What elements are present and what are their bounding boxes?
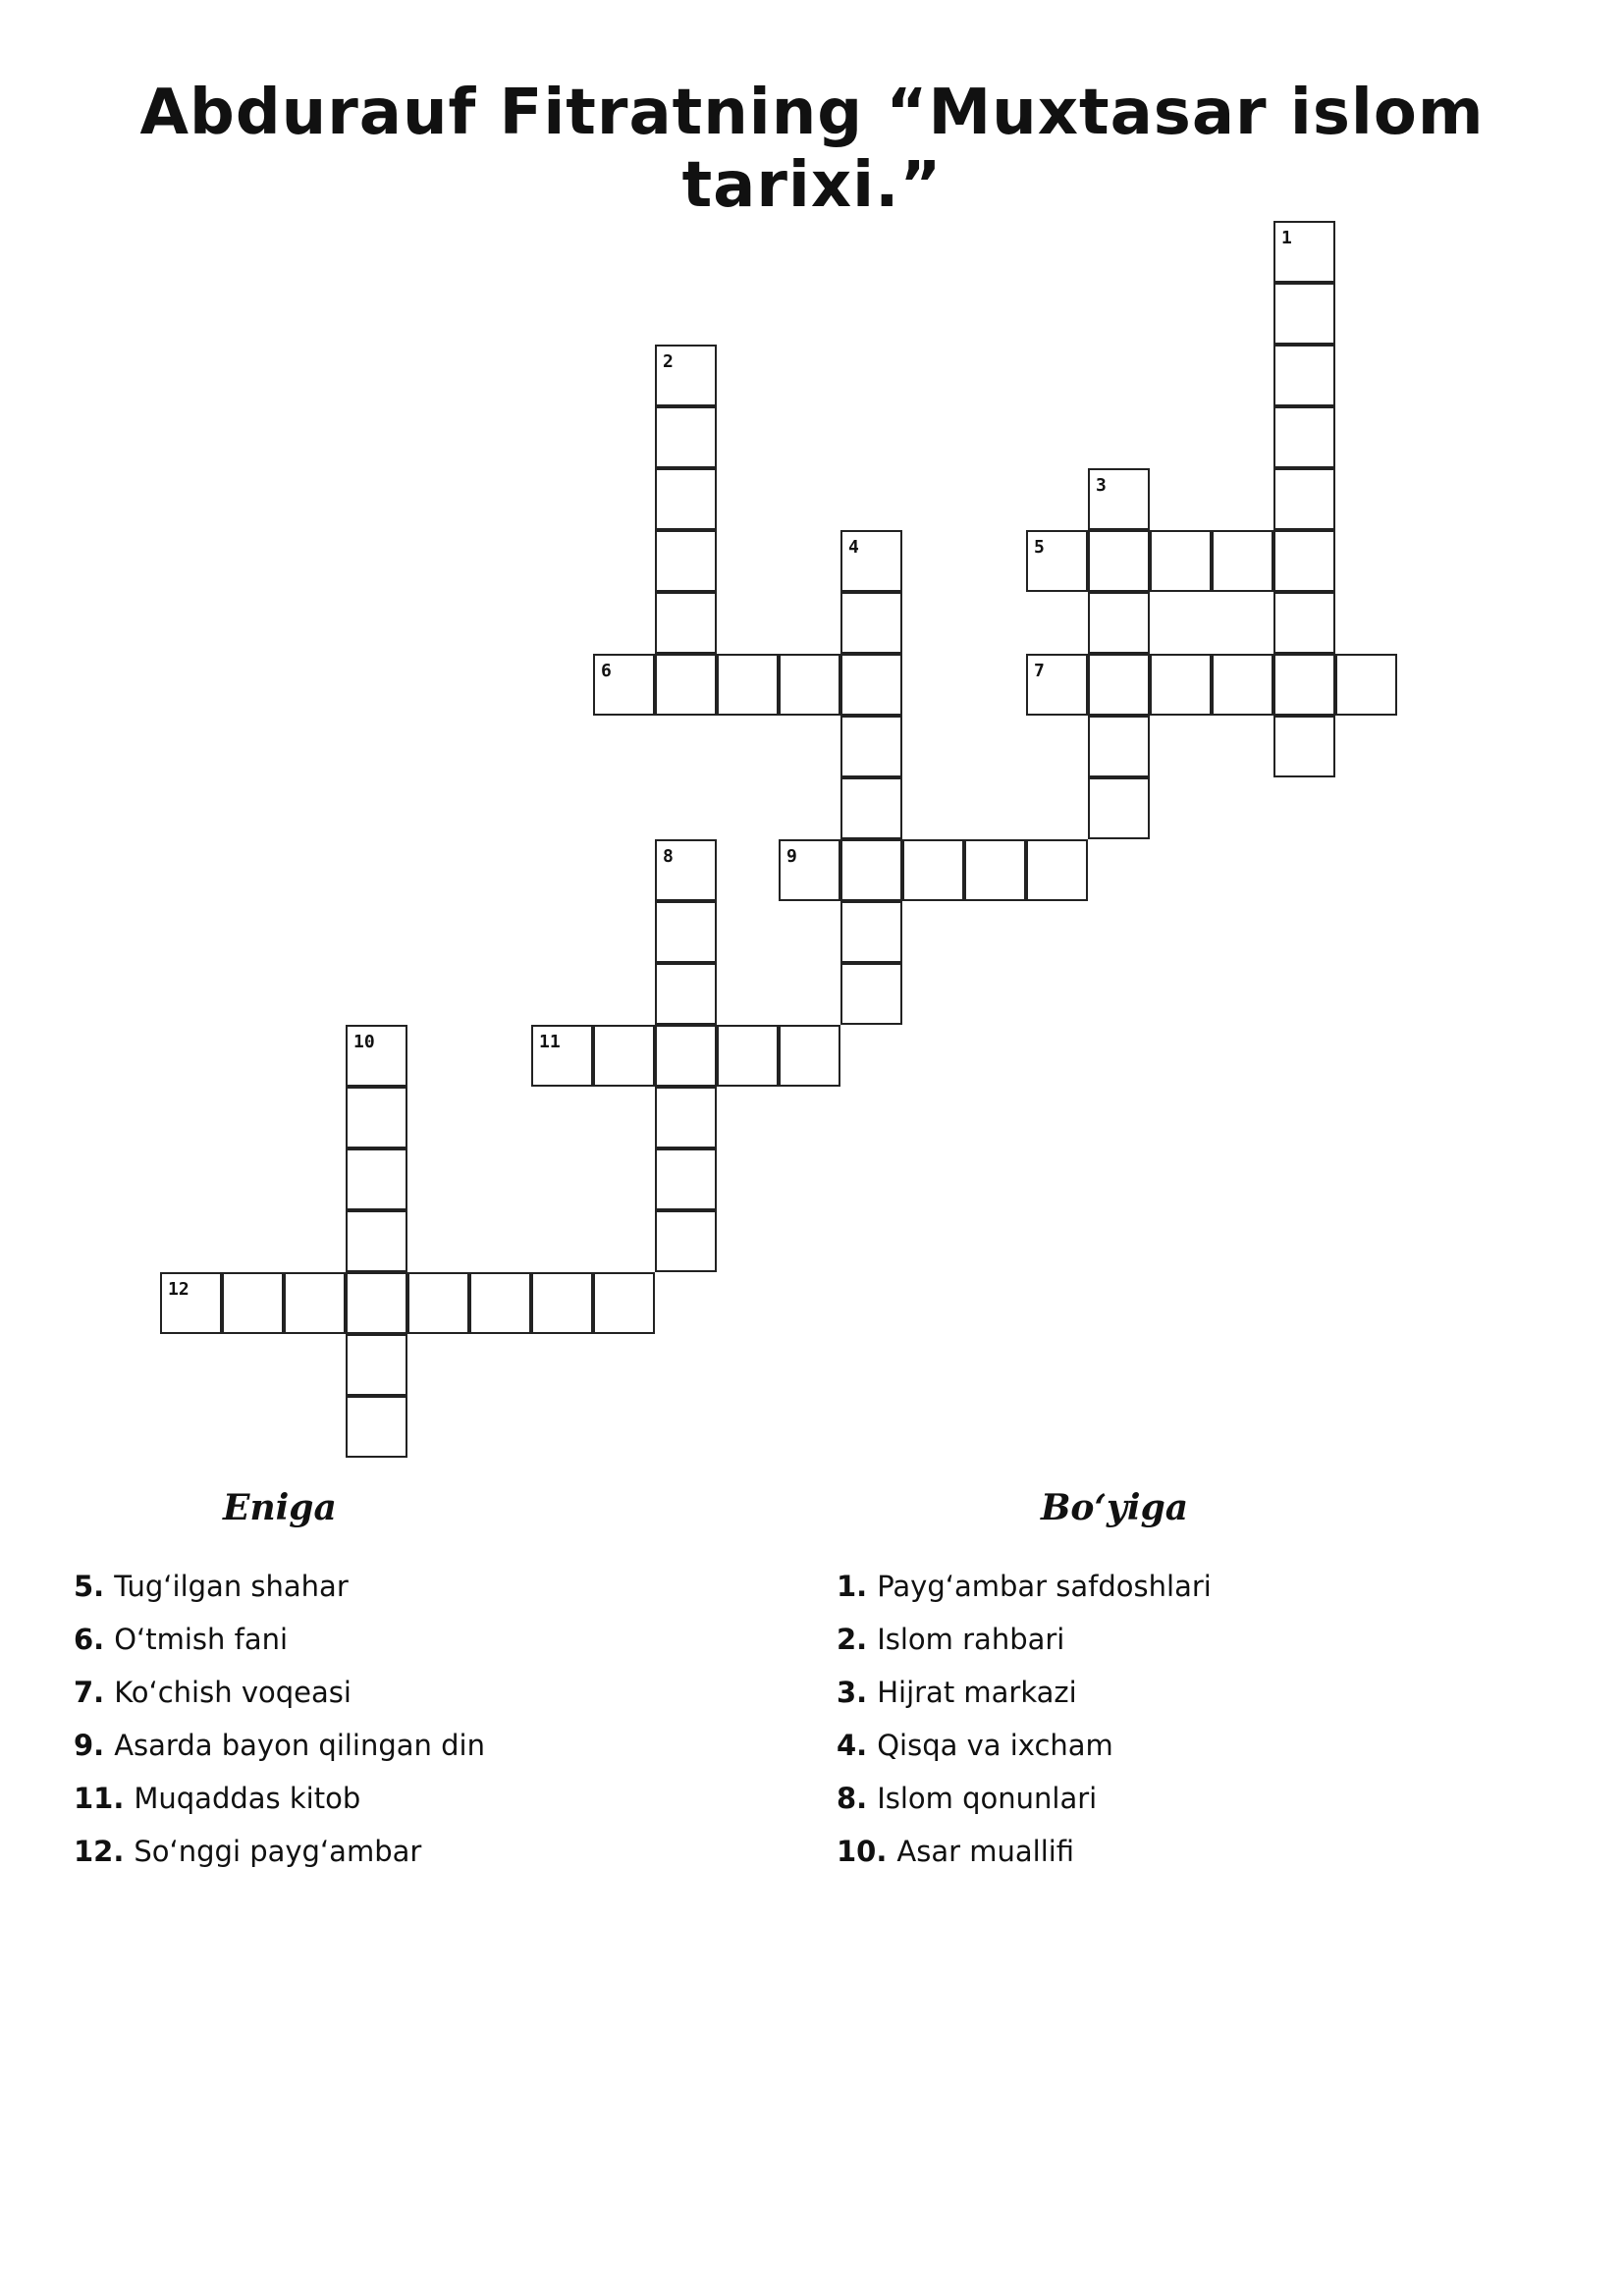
crossword-cell[interactable] bbox=[902, 839, 964, 901]
crossword-cell[interactable] bbox=[1212, 654, 1273, 716]
crossword-cell[interactable] bbox=[160, 1272, 222, 1334]
clue-text: Ko‘chish voqeasi bbox=[114, 1676, 352, 1709]
clue-text: So‘nggi payg‘ambar bbox=[134, 1835, 422, 1868]
crossword-cell[interactable] bbox=[840, 901, 902, 963]
cell-number: 9 bbox=[786, 846, 797, 867]
clue-text: Qisqa va ixcham bbox=[877, 1729, 1113, 1762]
crossword-cell[interactable] bbox=[1273, 345, 1335, 406]
clue-number: 12. bbox=[74, 1835, 125, 1868]
crossword-cell[interactable] bbox=[1273, 468, 1335, 530]
clue-number: 11. bbox=[74, 1782, 125, 1815]
down-heading: Bo‘yiga bbox=[1041, 1487, 1189, 1528]
crossword-cell[interactable] bbox=[655, 1210, 717, 1272]
clue-number: 8. bbox=[837, 1782, 868, 1815]
crossword-cell[interactable] bbox=[1026, 530, 1088, 592]
crossword-cell[interactable] bbox=[840, 777, 902, 839]
clue-text: Asarda bayon qilingan din bbox=[114, 1729, 485, 1762]
crossword-cell[interactable] bbox=[1088, 530, 1150, 592]
cell-number: 10 bbox=[353, 1032, 375, 1052]
crossword-cell[interactable] bbox=[1273, 283, 1335, 345]
crossword-cell[interactable] bbox=[655, 530, 717, 592]
cell-number: 4 bbox=[848, 537, 859, 558]
crossword-cell[interactable] bbox=[531, 1025, 593, 1087]
crossword-cell[interactable] bbox=[655, 1025, 717, 1087]
crossword-cell[interactable] bbox=[346, 1148, 407, 1210]
crossword-cell[interactable] bbox=[840, 963, 902, 1025]
crossword-cell[interactable] bbox=[1150, 654, 1212, 716]
crossword-cell[interactable] bbox=[840, 592, 902, 654]
clue-number: 7. bbox=[74, 1676, 105, 1709]
crossword-cell[interactable] bbox=[1273, 406, 1335, 468]
crossword-cell[interactable] bbox=[346, 1210, 407, 1272]
crossword-cell[interactable] bbox=[655, 963, 717, 1025]
crossword-cell[interactable] bbox=[593, 654, 655, 716]
clue-text: Payg‘ambar safdoshlari bbox=[877, 1570, 1212, 1603]
crossword-cell[interactable] bbox=[779, 1025, 840, 1087]
crossword-cell[interactable] bbox=[1088, 716, 1150, 777]
crossword-cell[interactable] bbox=[1026, 654, 1088, 716]
cell-number: 6 bbox=[601, 661, 612, 681]
cell-number: 5 bbox=[1034, 537, 1045, 558]
crossword-cell[interactable] bbox=[655, 406, 717, 468]
crossword-cell[interactable] bbox=[655, 592, 717, 654]
cell-number: 12 bbox=[168, 1279, 189, 1300]
clue-number: 9. bbox=[74, 1729, 105, 1762]
crossword-cell[interactable] bbox=[222, 1272, 284, 1334]
crossword-cell[interactable] bbox=[1088, 654, 1150, 716]
cell-number: 3 bbox=[1096, 475, 1107, 496]
cell-number: 1 bbox=[1281, 228, 1292, 248]
clue-across-7 bbox=[74, 1666, 761, 1719]
crossword-cell[interactable] bbox=[593, 1025, 655, 1087]
clue-number: 5. bbox=[74, 1570, 105, 1603]
across-clues bbox=[74, 1487, 761, 1878]
crossword-cell[interactable] bbox=[407, 1272, 469, 1334]
clue-down-4 bbox=[837, 1719, 1524, 1772]
clue-down-8 bbox=[837, 1772, 1524, 1825]
crossword-cell[interactable] bbox=[1273, 530, 1335, 592]
cell-number: 8 bbox=[663, 846, 674, 867]
crossword-cell[interactable] bbox=[346, 1334, 407, 1396]
crossword-cell[interactable] bbox=[531, 1272, 593, 1334]
crossword-cell[interactable] bbox=[840, 839, 902, 901]
clue-text: Muqaddas kitob bbox=[134, 1782, 361, 1815]
crossword-cell[interactable] bbox=[346, 1087, 407, 1148]
crossword-cell[interactable] bbox=[840, 654, 902, 716]
clue-number: 2. bbox=[837, 1623, 868, 1656]
cell-number: 11 bbox=[539, 1032, 561, 1052]
crossword-cell[interactable] bbox=[1273, 654, 1335, 716]
crossword-cell[interactable] bbox=[717, 1025, 779, 1087]
crossword-cell[interactable] bbox=[1088, 777, 1150, 839]
clue-number: 3. bbox=[837, 1676, 868, 1709]
crossword-cell[interactable] bbox=[840, 716, 902, 777]
clue-text: Islom qonunlari bbox=[877, 1782, 1098, 1815]
crossword-cell[interactable] bbox=[346, 1272, 407, 1334]
crossword-cell[interactable] bbox=[346, 1396, 407, 1458]
crossword-cell[interactable] bbox=[655, 901, 717, 963]
clue-across-6 bbox=[74, 1613, 761, 1666]
crossword-cell[interactable] bbox=[1212, 530, 1273, 592]
crossword-cell[interactable] bbox=[469, 1272, 531, 1334]
clue-across-5 bbox=[74, 1560, 761, 1613]
cell-number: 7 bbox=[1034, 661, 1045, 681]
crossword-cell[interactable] bbox=[1335, 654, 1397, 716]
clue-down-3 bbox=[837, 1666, 1524, 1719]
crossword-cell[interactable] bbox=[1088, 592, 1150, 654]
page-title: Abdurauf Fitratning “Muxtasar islom tarixi.” bbox=[139, 77, 1485, 222]
clue-down-10 bbox=[837, 1825, 1524, 1878]
crossword-cell[interactable] bbox=[964, 839, 1026, 901]
clue-text: Tug‘ilgan shahar bbox=[114, 1570, 349, 1603]
clue-text: Islom rahbari bbox=[877, 1623, 1065, 1656]
clue-text: Hijrat markazi bbox=[877, 1676, 1077, 1709]
clue-across-11 bbox=[74, 1772, 761, 1825]
crossword-cell[interactable] bbox=[655, 468, 717, 530]
crossword-cell[interactable] bbox=[655, 1148, 717, 1210]
clue-text: O‘tmish fani bbox=[114, 1623, 289, 1656]
clue-down-1 bbox=[837, 1560, 1524, 1613]
clue-number: 6. bbox=[74, 1623, 105, 1656]
crossword-cell[interactable] bbox=[655, 654, 717, 716]
crossword-cell[interactable] bbox=[717, 654, 779, 716]
crossword-cell[interactable] bbox=[1273, 716, 1335, 777]
crossword-cell[interactable] bbox=[840, 530, 902, 592]
crossword-cell[interactable] bbox=[779, 654, 840, 716]
crossword-cell[interactable] bbox=[655, 1087, 717, 1148]
clue-across-12 bbox=[74, 1825, 761, 1878]
crossword-cell[interactable] bbox=[1273, 592, 1335, 654]
crossword-cell[interactable] bbox=[1026, 839, 1088, 901]
crossword-cell[interactable] bbox=[655, 345, 717, 406]
clue-text: Asar muallifi bbox=[896, 1835, 1075, 1868]
crossword-cell[interactable] bbox=[779, 839, 840, 901]
crossword-cell[interactable] bbox=[346, 1025, 407, 1087]
clue-across-9 bbox=[74, 1719, 761, 1772]
crossword-cell[interactable] bbox=[284, 1272, 346, 1334]
crossword-cell[interactable] bbox=[593, 1272, 655, 1334]
cell-number: 2 bbox=[663, 351, 674, 372]
clue-number: 1. bbox=[837, 1570, 868, 1603]
crossword-cell[interactable] bbox=[1088, 468, 1150, 530]
across-heading: Eniga bbox=[223, 1487, 337, 1528]
clue-down-2 bbox=[837, 1613, 1524, 1666]
clue-number: 10. bbox=[837, 1835, 888, 1868]
crossword-cell[interactable] bbox=[1150, 530, 1212, 592]
clue-number: 4. bbox=[837, 1729, 868, 1762]
crossword-cell[interactable] bbox=[655, 839, 717, 901]
crossword-cell[interactable] bbox=[1273, 221, 1335, 283]
down-clues bbox=[837, 1487, 1524, 1878]
